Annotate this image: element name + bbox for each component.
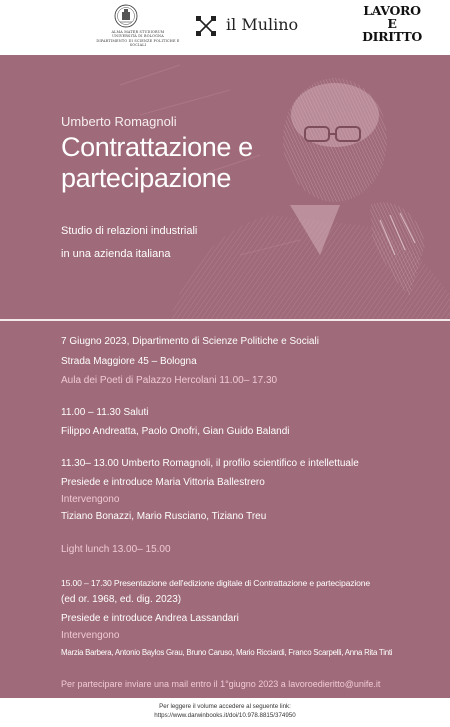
greetings-names: Filippo Andreatta, Paolo Onofri, Gian Guido Balandi [61, 426, 290, 437]
session1-speakers: Tiziano Bonazzi, Mario Rusciano, Tiziano Treu [61, 511, 267, 522]
session1-chair: Presiede e introduce Maria Vittoria Ballestrero [61, 477, 265, 488]
ld-line-2: E [387, 16, 397, 31]
university-seal-icon [114, 4, 138, 28]
footer-read-note: Per leggere il volume accedere al seguente link: [159, 703, 291, 710]
book-title [61, 132, 321, 194]
unibo-line-3: DIPARTIMENTO DI SCIENZE POLITICHE E SOCIALI [96, 38, 180, 48]
event-programme [0, 321, 450, 698]
book-subtitle-line-1: Studio di relazioni industriali [61, 225, 198, 237]
footer-link[interactable]: https://www.darwinbooks.it/doi/10.978.8815/374950 [154, 712, 296, 719]
session2-speakers: Marzia Barbera, Antonio Baylos Grau, Bruno Caruso, Mario Ricciardi, Franco Scarpelli, Anna Rita Tinti [61, 648, 393, 657]
footer [0, 698, 450, 727]
book-subtitle-line-2: in una azienda italiana [61, 248, 171, 260]
mulino-logo [194, 12, 314, 42]
lavoro-diritto-logo [352, 4, 432, 50]
event-date-place: 7 Giugno 2023, Dipartimento di Scienze Politiche e Sociali [61, 336, 319, 347]
book-title-line-2: partecipazione [61, 163, 232, 193]
ld-line-1: LAVORO [363, 3, 421, 18]
session2-chair: Presiede e introduce Andrea Lassandari [61, 613, 239, 624]
hero-panel [0, 55, 450, 319]
mulino-name: il Mulino [226, 15, 299, 34]
lunch-break: Light lunch 13.00– 15.00 [61, 544, 171, 555]
logo-header [0, 0, 450, 55]
book-author: Umberto Romagnoli [61, 114, 177, 129]
event-room: Aula dei Poeti di Palazzo Hercolani 11.00– 17.30 [61, 375, 278, 386]
book-title-line-1: Contrattazione e [61, 132, 253, 162]
unibo-line-1: ALMA MATER STUDIORUM [111, 30, 165, 34]
windmill-icon [194, 14, 218, 38]
registration-note: Per partecipare inviare una mail entro il 1°giugno 2023 a lavoroedieritto@unife.it [61, 679, 381, 689]
session2-title: 15.00 – 17.30 Presentazione dell'edizione digitale di Contrattazione e partecipazione [61, 578, 370, 588]
unibo-line-2: UNIVERSITÀ DI BOLOGNA [112, 34, 164, 39]
session1-title: 11.30– 13.00 Umberto Romagnoli, il profilo scientifico e intellettuale [61, 458, 359, 469]
book-subtitle [61, 220, 197, 266]
session1-label: Intervengono [61, 494, 120, 505]
unibo-logo [88, 4, 188, 50]
session2-label: Intervengono [61, 630, 120, 641]
event-address: Strada Maggiore 45 – Bologna [61, 356, 197, 367]
ld-line-3: DIRITTO [362, 29, 422, 44]
session2-edition: (ed or. 1968, ed. dig. 2023) [61, 594, 182, 605]
greetings-time: 11.00 – 11.30 Saluti [61, 407, 149, 418]
